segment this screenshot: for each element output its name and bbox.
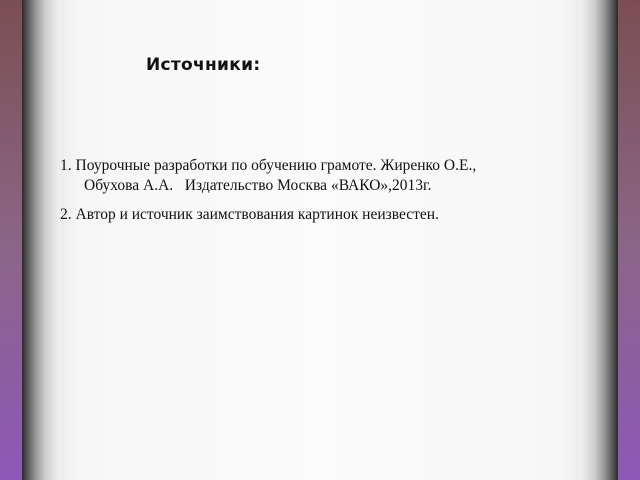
source-item — [60, 156, 580, 196]
source-item — [60, 205, 580, 225]
source-item-continuation: Обухова А.А. Издательство Москва «ВАКО»,2013г. — [84, 177, 432, 194]
sources-list — [60, 156, 580, 234]
slide-panel — [22, 0, 618, 480]
slide-title: Источники: — [146, 55, 261, 75]
source-item-line: 1. Поурочные разработки по обучению грамоте. Жиренко О.Е., — [60, 157, 477, 174]
source-item-line: 2. Автор и источник заимствования картинок неизвестен. — [60, 206, 439, 223]
